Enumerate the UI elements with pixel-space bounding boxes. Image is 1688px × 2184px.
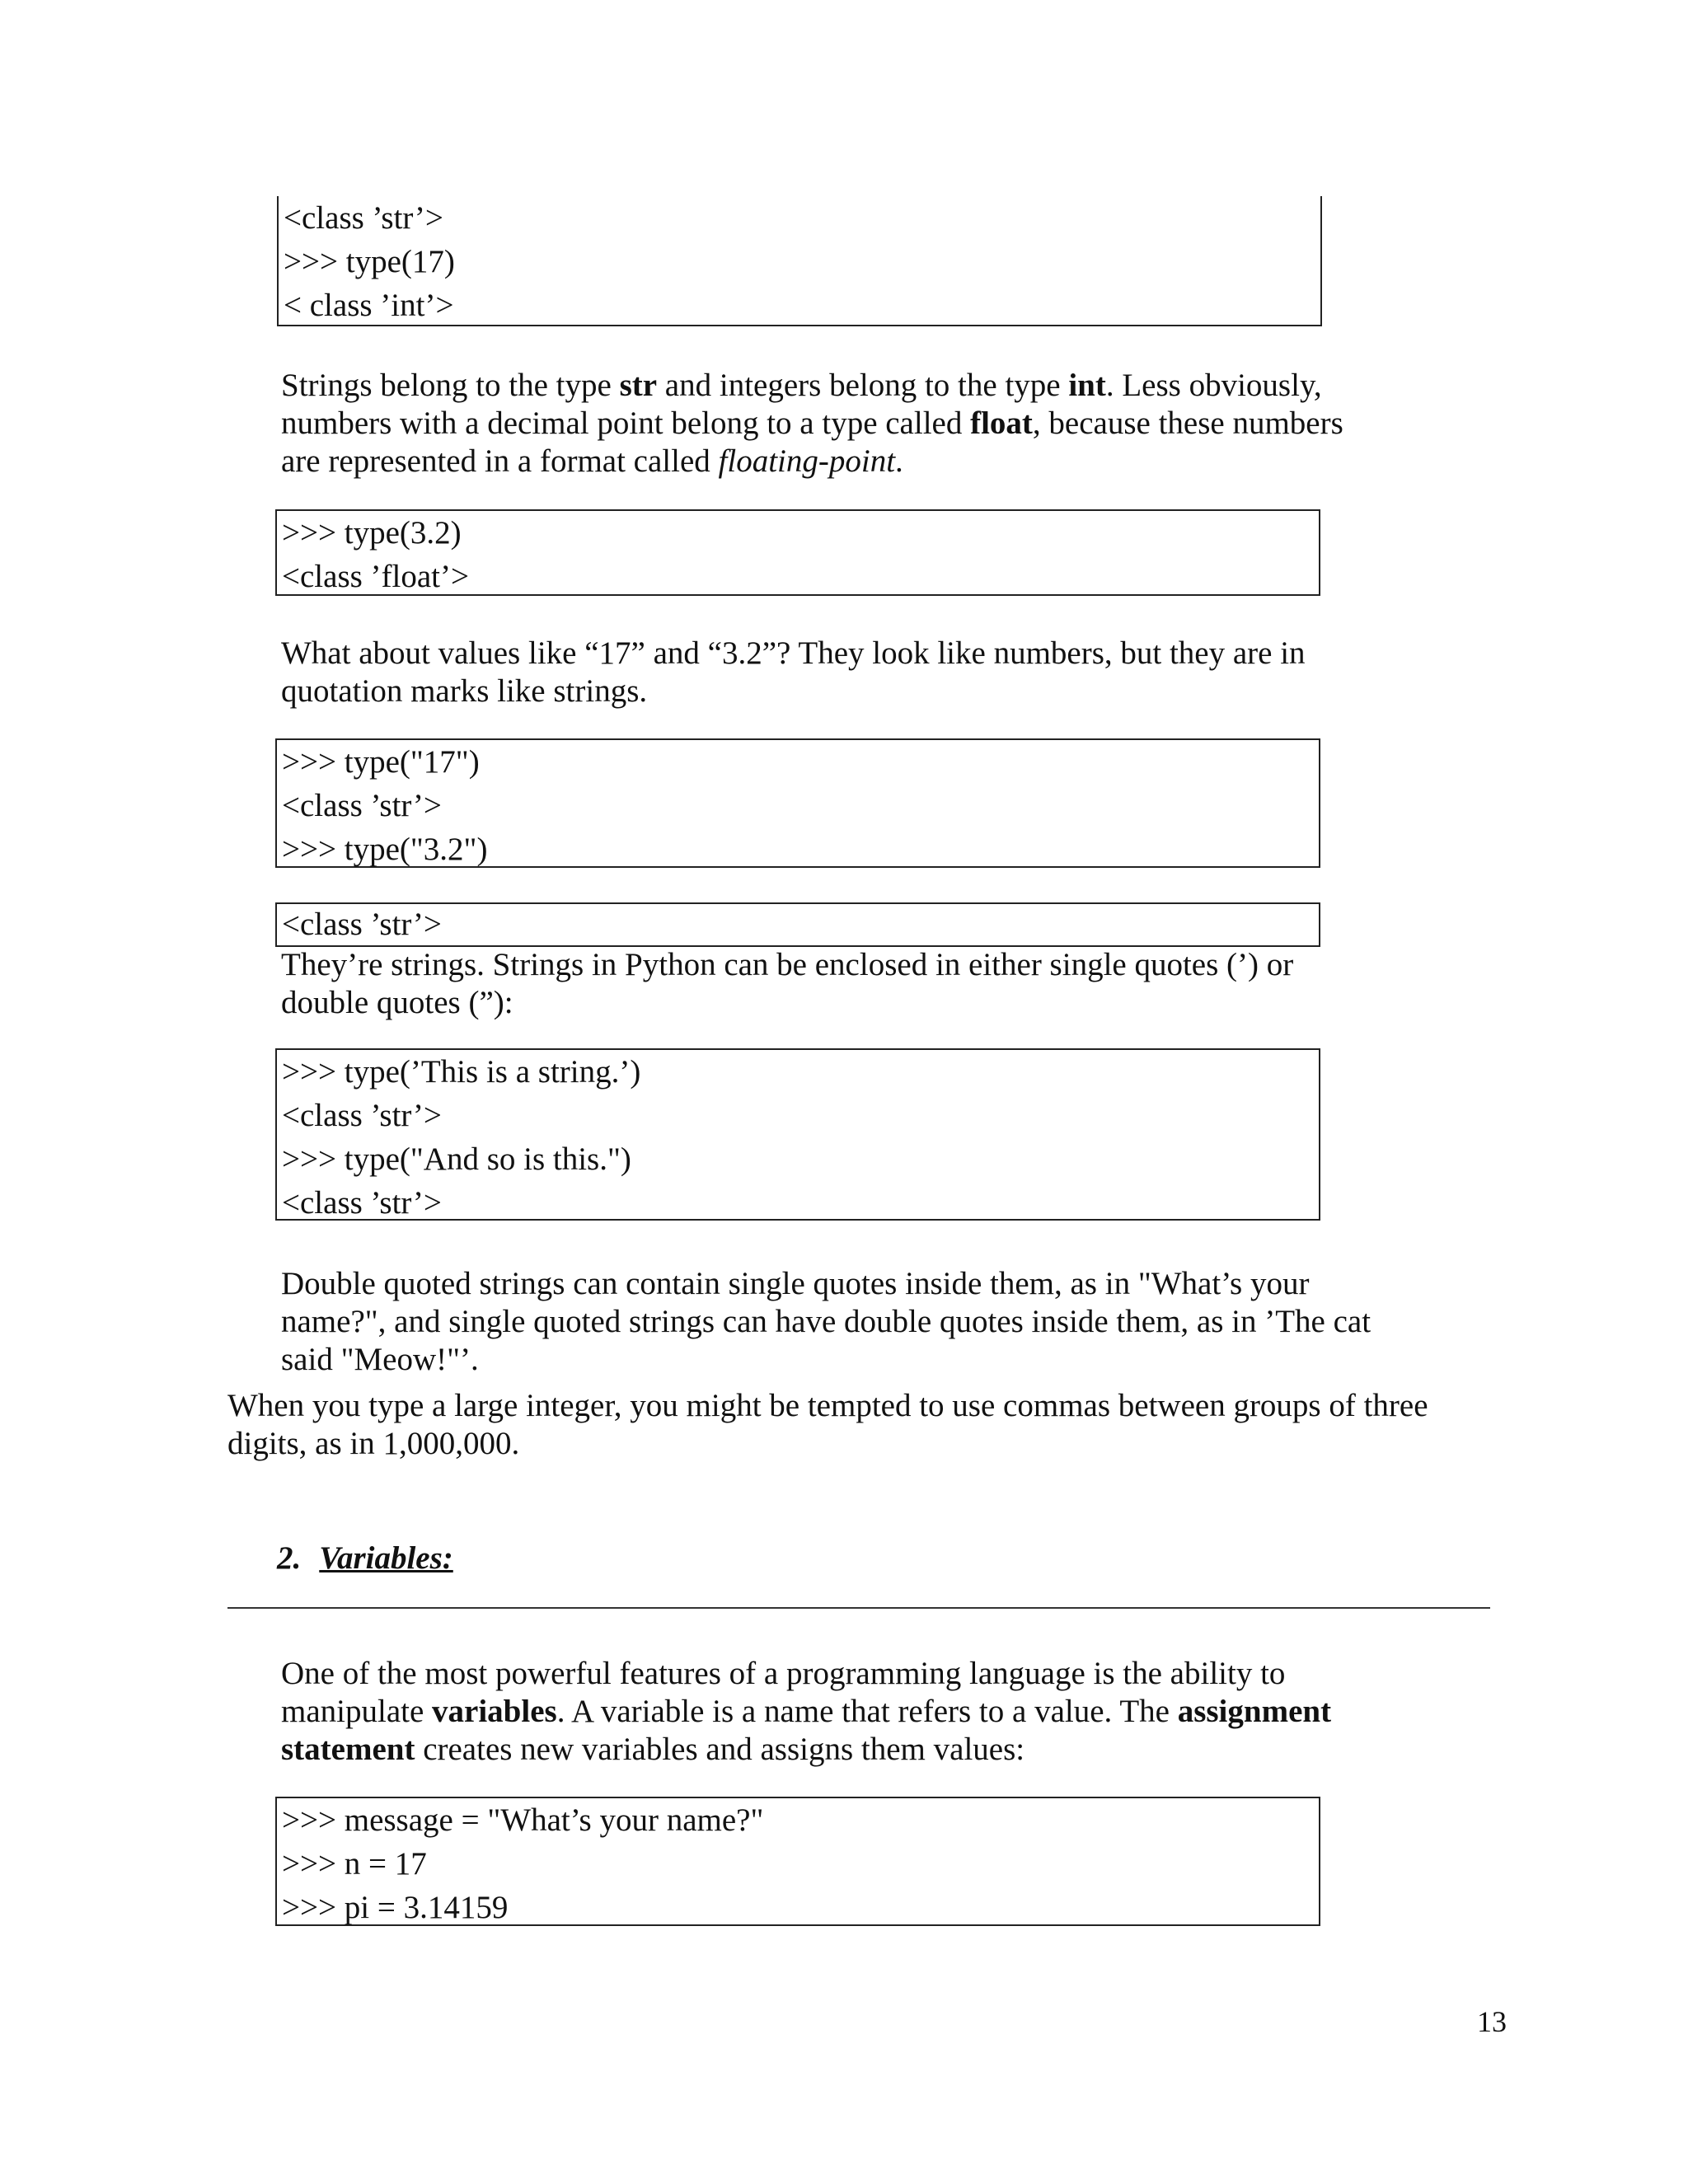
code-line: <class ’float’> — [282, 559, 469, 594]
code-line: >>> pi = 3.14159 — [282, 1890, 509, 1925]
code-box-assignments — [275, 1797, 1320, 1926]
paragraph-quoted-numbers: What about values like “17” and “3.2”? They look like numbers, but they are in quotation marks like strings. — [281, 635, 1306, 709]
paragraph-string-quotes: They’re strings. Strings in Python can be enclosed in either single quotes (’) or double quotes (”): — [281, 947, 1294, 1020]
code-line: < class ’int’> — [284, 288, 454, 323]
code-box-string-types — [275, 1048, 1320, 1221]
code-line: >>> type("17") — [282, 744, 480, 780]
section-heading-variables — [277, 1540, 453, 1577]
code-line: <class ’str’> — [282, 788, 442, 823]
page-number: 13 — [1477, 2005, 1507, 2038]
code-line: <class ’str’> — [284, 200, 443, 236]
code-line: <class ’str’> — [282, 907, 442, 942]
code-line: >>> n = 17 — [282, 1846, 427, 1882]
code-line: >>> type(’This is a string.’) — [282, 1054, 641, 1090]
code-box-type-int — [277, 196, 1322, 326]
code-line: >>> type(3.2) — [282, 515, 462, 551]
code-line: >>> type("3.2") — [282, 832, 488, 867]
paragraph-types: Strings belong to the type str and integers belong to the type int. Less obviously, numbers with a decimal point belong to a type called float, because these numbers are represented in a format called floating-point. — [281, 368, 1343, 479]
code-line: <class ’str’> — [282, 1185, 442, 1221]
section-number: 2. — [277, 1540, 302, 1576]
paragraph-nested-quotes: Double quoted strings can contain single quotes inside them, as in "What’s your name?", and single quoted strings can have double quotes inside them, as in ’The cat said "Meow!"’. — [281, 1266, 1372, 1377]
code-line: <class ’str’> — [282, 1098, 442, 1133]
code-line: >>> type(17) — [284, 244, 455, 279]
code-box-type-float — [275, 509, 1320, 596]
paragraph-large-integer: When you type a large integer, you might be tempted to use commas between groups of three digits, as in 1,000,000. — [227, 1388, 1428, 1461]
code-line: >>> type("And so is this.") — [282, 1141, 631, 1177]
code-box-str-result — [275, 902, 1320, 947]
paragraph-variables: One of the most powerful features of a programming language is the ability to manipulate variables. A variable is a name that refers to a value. The assignment statement creates new variables and assigns them values: — [281, 1656, 1332, 1767]
code-line: >>> message = "What’s your name?" — [282, 1802, 764, 1838]
code-box-quoted-numbers — [275, 738, 1320, 868]
section-title: Variables: — [319, 1540, 453, 1576]
section-divider — [227, 1607, 1490, 1609]
